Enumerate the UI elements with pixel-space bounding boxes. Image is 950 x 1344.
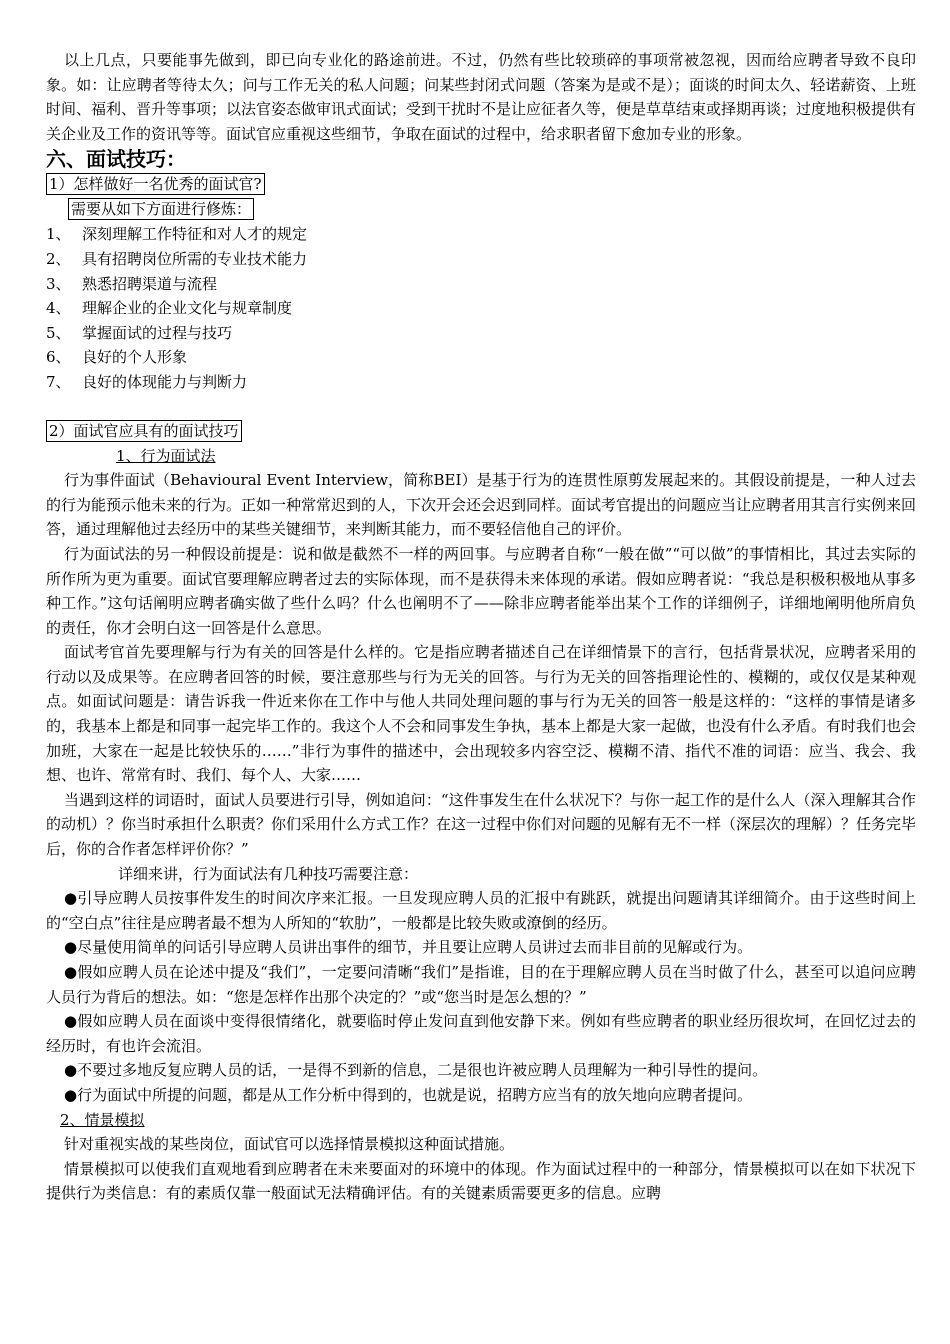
- list-item-text: 良好的个人形象: [82, 348, 188, 367]
- question-2-title: 2）面试官应具有的面试技巧: [46, 420, 242, 442]
- paragraph: 行为事件面试（Behavioural Event Interview，简称BEI）是基于行为的连贯性原剪发展起来的。其假设前提是，一种人过去的行为能预示他未来的行为。正如一种常常迟到的人，下次开会还会迟到同样。面试考官提出的问题应当让应聘者用其言行实例来回答，通过理解他过去经历中的某些关键细节，来判断其能力，而不要轻信他自己的评价。: [46, 471, 917, 539]
- list-item-number: 1、: [46, 225, 71, 244]
- spacer: [46, 395, 916, 419]
- list-item: [46, 345, 916, 370]
- bullet-item: ●不要过多地反复应聘人员的话，一是得不到新的信息，二是很也许被应聘人员理解为一种引导性的提问。: [64, 1061, 768, 1080]
- list-item-number: 2、: [46, 249, 71, 268]
- list-item-text: 熟悉招聘渠道与流程: [82, 274, 218, 293]
- method-1-title: 1、行为面试法: [116, 446, 216, 465]
- section-title: 六、面试技巧：: [46, 147, 186, 172]
- list-item-text: 具有招聘岗位所需的专业技术能力: [82, 249, 308, 268]
- paragraph: 面试考官首先要理解与行为有关的回答是什么样的。它是指应聘者描述自己在详细情景下的言行，包括背景状况，应聘者采用的行动以及成果等。在应聘者回答的时候，要注意那些与行为无关的回答。与行为无关的回答指理论性的、模糊的，或仅仅是某种观点。如面试问题是：请告诉我一件近来你在工作中与他人共同处理问题的事与行为无关的回答一般是这样的：“这样的事情是诸多的，我基本上都是和同事一起完毕工作的。我这个人不会和同事发生争执，基本上都是大家一起做，也没有什么矛盾。有时我们也会加班，大家在一起是比较快乐的……”非行为事件的描述中，会出现较多内容空泛、模糊不清、指代不准的词语：应当、我会、我想、也许、常常有时、我们、每个人、大家……: [46, 643, 917, 785]
- list-item-number: 5、: [46, 323, 71, 342]
- bullet-item: ●假如应聘人员在论述中提及“我们”，一定要问清晰“我们”是指谁，目的在于理解应聘人员在当时做了什么，甚至可以追问应聘人员行为背后的想法。如：“您是怎样作出那个决定的？”或“您当时是怎么想的？”: [46, 963, 916, 1006]
- detail-intro: 详细来讲，行为面试法有几种技巧需要注意：: [118, 864, 419, 883]
- paragraph: 针对重视实战的某些岗位，面试官可以选择情景模拟这种面试措施。: [64, 1135, 515, 1154]
- list-item-text: 理解企业的企业文化与规章制度: [82, 299, 293, 318]
- intro-paragraph: 以上几点，只要能事先做到，即已向专业化的路途前进。不过，仍然有些比较琐碎的事项常被忽视，因而给应聘者导致不良印象。如：让应聘者等待太久；问与工作无关的私人问题；问某些封闭式问题（答案为是或不是）；面谈的时间太久、轻诺薪资、上班时间、福利、晋升等事项；以法官姿态做审讯式面试；受到干扰时不是让应征者久等，便是草草结束或择期再谈；过度地积极提供有关企业及工作的资讯等等。面试官应重视这些细节，争取在面试的过程中，给求职者留下愈加专业的形象。: [46, 51, 917, 143]
- list-item-text: 深刻理解工作特征和对人才的规定: [82, 225, 308, 244]
- list-item-text: 良好的体现能力与判断力: [82, 372, 248, 391]
- question-2: [46, 419, 916, 1206]
- paragraph: 当遇到这样的词语时，面试人员要进行引导，例如追问：“这件事发生在什么状况下？与你一起工作的是什么人（深入理解其合作的动机）？你当时承担什么职责？你们采用什么方式工作？在这一过程中你们对问题的见解有无不一样（深层次的理解）？任务完毕后，你的合作者怎样评价你？”: [46, 790, 917, 859]
- list-item-number: 3、: [46, 274, 71, 293]
- list-item-text: 掌握面试的过程与技巧: [82, 323, 233, 342]
- requirement-list: [46, 222, 916, 394]
- list-item-number: 6、: [46, 348, 71, 367]
- question-1: [46, 172, 916, 394]
- bullet-item: ●尽量使用简单的问话引导应聘人员讲出事件的细节，并且要让应聘人员讲过去而非目前的见解或行为。: [64, 938, 753, 957]
- list-item: [46, 222, 916, 247]
- list-item-number: 7、: [46, 372, 71, 391]
- question-1-title: 1）怎样做好一名优秀的面试官?: [46, 173, 265, 195]
- list-item: [46, 296, 916, 321]
- list-item: [46, 247, 916, 272]
- paragraph: 行为面试法的另一种假设前提是：说和做是截然不一样的两回事。与应聘者自称“一般在做”“可以做”的事情相比，其过去实际的所作所为更为重要。面试官要理解应聘者过去的实际体现，而不是获得未来体现的承诺。假如应聘者说：“我总是积极积极地从事多种工作。”这句话阐明应聘者确实做了些什么吗？什么也阐明不了——除非应聘者能举出某个工作的详细例子，详细地阐明他所肩负的责任，你才会明白这一回答是什么意思。: [46, 544, 916, 637]
- list-item-number: 4、: [46, 299, 71, 318]
- list-item: [46, 321, 916, 346]
- document-page: [46, 48, 916, 1206]
- bullet-item: ●假如应聘人员在面谈中变得很情绪化，就要临时停止发问直到他安静下来。例如有些应聘者的职业经历很坎坷，在回忆过去的经历时，有也许会流泪。: [46, 1012, 916, 1055]
- bullet-item: ●引导应聘人员按事件发生的时间次序来汇报。一旦发现应聘人员的汇报中有跳跃，就提出问题请其详细简介。由于这些时间上的“空白点”往往是应聘者最不想为人所知的“软肋”，一般都是比较失败或潦倒的经历。: [46, 889, 916, 932]
- question-1-subtitle: 需要从如下方面进行修炼：: [68, 198, 254, 220]
- list-item: [46, 272, 916, 297]
- list-item: [46, 370, 916, 395]
- paragraph: 情景模拟可以使我们直观地看到应聘者在未来要面对的环境中的体现。作为面试过程中的一种部分，情景模拟可以在如下状况下提供行为类信息：有的素质仅靠一般面试无法精确评估。有的关键素质需要更多的信息。应聘: [46, 1159, 916, 1203]
- method-2-title: 2、情景模拟: [60, 1110, 145, 1129]
- bullet-item: ●行为面试中所提的问题，都是从工作分析中得到的，也就是说，招聘方应当有的放矢地向应聘者提问。: [64, 1085, 753, 1104]
